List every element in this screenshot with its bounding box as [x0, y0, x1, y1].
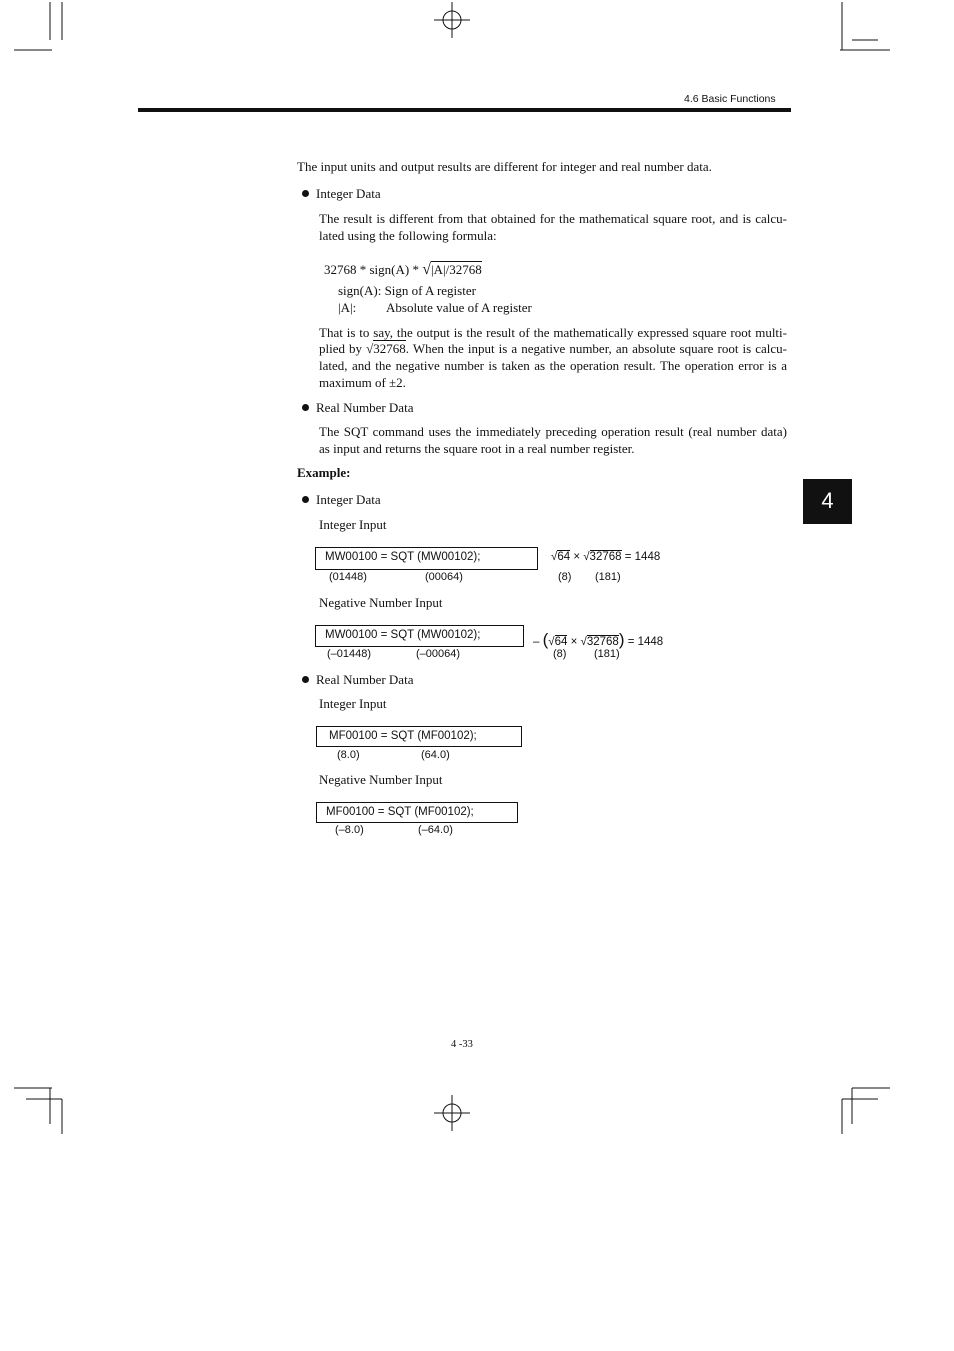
code-value: (8.0) [337, 749, 360, 761]
para2-radicand: 32768 [373, 341, 406, 356]
eq-sub-value: (8) [558, 571, 572, 583]
sqrt-symbol: √32768 [580, 636, 619, 648]
sqrt-symbol: √|A|/32768 [422, 261, 482, 278]
minus-symbol: – [533, 636, 540, 648]
eq-result: 1448 [637, 636, 664, 648]
integer-para2-line3: lated, and the negative number is taken as the operation result. The operation error is a [319, 358, 787, 373]
example-real-heading: Real Number Data [316, 672, 414, 687]
eq-result: 1448 [634, 551, 661, 563]
code-box: MW00100 = SQT (MW00102); [315, 547, 538, 570]
integer-data-heading: Integer Data [316, 186, 381, 201]
example-heading: Example: [297, 465, 351, 480]
example-integer-heading: Integer Data [316, 492, 381, 507]
code-value: (01448) [329, 571, 367, 583]
eq-sub-value: (181) [595, 571, 621, 583]
code-value: (–01448) [327, 648, 372, 660]
sqrt-symbol: √32768 [583, 551, 622, 563]
integer-para1-line1: The result is different from that obtained for the mathematical square root, and is calcu- [319, 211, 787, 226]
integer-para2-line4: maximum of ±2. [319, 375, 406, 390]
running-header: 4.6 Basic Functions [684, 93, 776, 105]
formula-radicand: |A|/32768 [431, 262, 482, 277]
sqrt-symbol: √32768 [366, 341, 406, 356]
code-value: (00064) [425, 571, 463, 583]
equation [551, 551, 660, 563]
code-value: (–00064) [416, 648, 461, 660]
para2-text-b: . When the input is a negative number, an absolute square root is calcu- [405, 341, 787, 356]
eq-radicand: 64 [554, 636, 568, 648]
bullet [302, 676, 309, 683]
eq-radicand: 64 [557, 551, 571, 563]
code-box: MF00100 = SQT (MF00102); [316, 802, 518, 823]
header-rule [138, 108, 791, 112]
times-symbol: × [570, 636, 578, 648]
times-symbol: × [573, 551, 581, 563]
integer-para1-line2: lated using the following formula: [319, 228, 497, 243]
eq-radicand: 32768 [586, 636, 619, 648]
integer-para2-line1: That is to say, the output is the result of the mathematically expressed square root multi- [319, 325, 787, 340]
code-value: (64.0) [421, 749, 450, 761]
formula [324, 261, 482, 279]
real-para-line2: as input and returns the square root in a real number register. [319, 441, 635, 456]
eq-sub-value: (181) [594, 648, 620, 660]
code-value: (–64.0) [418, 824, 453, 836]
real-data-heading: Real Number Data [316, 400, 414, 415]
definition-sign: sign(A): Sign of A register [338, 283, 476, 298]
code-box: MF00100 = SQT (MF00102); [316, 726, 522, 747]
equation [533, 630, 663, 650]
paren-open: ( [542, 630, 549, 649]
integer-para2-line2 [319, 341, 787, 357]
intro-paragraph: The input units and output results are different for integer and real number data. [297, 159, 712, 174]
sqrt-symbol: √64 [551, 551, 571, 563]
bullet [302, 496, 309, 503]
bullet [302, 190, 309, 197]
code-box: MW00100 = SQT (MW00102); [315, 625, 524, 647]
real-integer-input-label: Integer Input [319, 696, 387, 711]
formula-prefix: 32768 * sign(A) * [324, 262, 423, 277]
real-para-line1: The SQT command uses the immediately preceding operation result (real number data) [319, 424, 787, 439]
eq-sub-value: (8) [553, 648, 567, 660]
integer-input-label: Integer Input [319, 517, 387, 532]
negative-input-label: Negative Number Input [319, 595, 443, 610]
equals-symbol: = [624, 551, 632, 563]
page-number: 4 -33 [451, 1039, 473, 1050]
chapter-tab: 4 [803, 479, 852, 524]
para2-text-a: plied by [319, 341, 367, 356]
equals-symbol: = [627, 636, 635, 648]
sqrt-symbol: √64 [548, 636, 568, 648]
real-negative-input-label: Negative Number Input [319, 772, 443, 787]
eq-radicand: 32768 [589, 551, 622, 563]
code-value: (–8.0) [335, 824, 364, 836]
definition-abs-desc: Absolute value of A register [386, 300, 532, 315]
bullet [302, 404, 309, 411]
definition-abs-term: |A|: [338, 300, 357, 315]
paren-close: ) [618, 630, 625, 649]
